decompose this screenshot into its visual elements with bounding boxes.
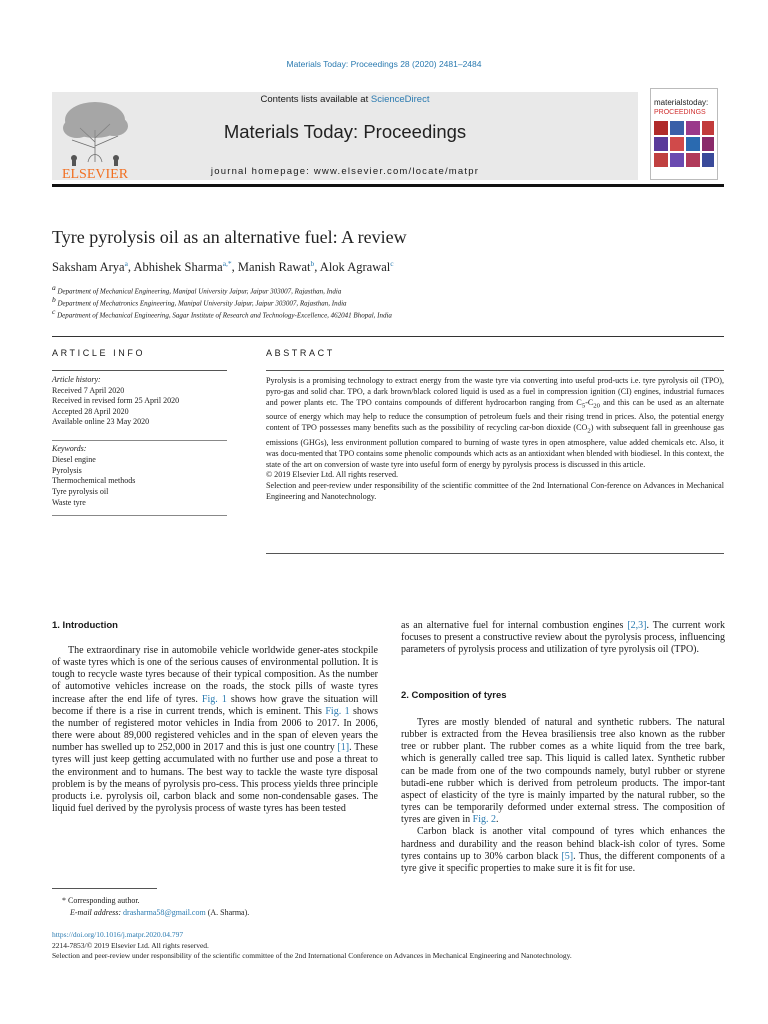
introduction-heading: 1. Introduction [52,620,118,631]
author-separator: , [314,260,320,275]
doi-link[interactable]: https://doi.org/10.1016/j.matpr.2020.04.797 [52,930,184,939]
affiliation-a: a Department of Mechanical Engineering, Manipal University Jaipur, Jaipur 303007, Rajasthan, India [52,283,342,296]
author-affiliation-marker[interactable]: a,* [222,259,232,268]
figure-1-link[interactable]: Fig. 1 [201,693,227,705]
journal-homepage[interactable]: journal homepage: www.elsevier.com/locate/matpr [210,166,480,177]
article-info-heading: ARTICLE INFO [52,348,146,358]
keywords-label: Keywords: [52,444,87,453]
author-name: Alok Agrawal [319,260,391,275]
keyword-item: Pyrolysis [52,465,82,475]
email-line: E-mail address: drasharma58@gmail.com (A. Sharma). [70,908,250,917]
author-separator: , [127,260,134,275]
affiliation-b: b Department of Mechatronics Engineering, Manipal University Jaipur, Jaipur 303007, Rajasthan, India [52,295,347,308]
keyword-item: Waste tyre [52,497,86,507]
corresponding-author-note: * Corresponding author. [62,896,140,905]
footnote [52,895,249,919]
abstract-rule [266,370,724,371]
article-history [52,375,228,428]
keywords-rule [52,440,227,441]
sciencedirect-link[interactable]: ScienceDirect [370,94,430,105]
author-name: Manish Rawat [237,260,311,275]
cover-title: materialstoday: [654,98,709,107]
author-affiliation-marker[interactable]: b [310,259,315,268]
affiliation-c: c Department of Mechanical Engineering, Sagar Institute of Research and Technology-Excellence, 462041 Bhopal, India [52,307,392,320]
composition-text: Tyres are mostly blended of natural and synthetic rubbers. The natural rubber is extracted from the Hevea brasiliensis tree also known as the rubber tree or rubber plant. The rubber comes as a white liquid from the tree bark, which is generally called tree sap. This liquid is called latex. Synthetic rubber can be made from one of the two compounds namely, butyl rubber or styrene butadi-ene rubber which is derived from petroleum products. The impor-tant aspect of elasticity of the tyre is mainly imparted by the natural rubber, so the tyres can be temporarily deformed under external stress. The composition of tyres are given in Fig. 2. Carbon black is another vital compound of tyres which enhances the hardness and durability and the reason behind black-ish color of tyres. Some tyres contains up to 30% carbon black [5]. Thus, the different components of a tyre give it specific properties to make sure it is fit for use. [401,717,725,874]
figure-2-link[interactable]: Fig. 2 [472,814,496,826]
contents-prefix: Contents lists available at [260,94,369,105]
header-rule [52,184,724,187]
introduction-continued: as an alternative fuel for internal combustion engines [2,3]. The current work focuses to present a constructive review about the pyrolysis process, influencing parameters of pyrolysis process and utilization of tyre pyrolysis oil (TPO). [401,620,726,656]
page-footer [52,930,742,962]
abstract-paragraph: Pyrolysis is a promising technology to extract energy from the waste tyre via converting into useful prod-ucts i.e. tyre pyrolysis oil (TPO), pyro-gas and solid char. TPO, a dark brown/black colored liquid is used as a fuel in compression ignition (CI) engines, industrial furnaces and power plants etc. The TPO contains compounds of different hydrocarbon ranging from $C_5-C_{20}$ and this can be used as an alternate source of energy which may help to reduce the consumption of petroleum fuels and their rising trend in prices. Also, the potential energy content of TPO possesses many benefits such as the possibility of recycling car-bon dioxide $(CO_2)$ with subsequent fall in greenhouse gas emissions (GHGs), less environment pollution compared to burning of waste tyres in open atmosphere, value added chemicals etc. Also, it was docu-mented that TPO contains some phenolic compounds which acts as an antioxidant when blended with biodiesel. In this context, the state of the art on conversion of waste tyre into useful form of energy by pyrolysis process is discussed in this article. [266,376,724,469]
reference-2-3-link[interactable]: [2,3] [627,620,647,631]
abstract-heading: ABSTRACT [266,348,335,358]
keywords-list [52,444,228,509]
contents-line [135,94,555,105]
author-affiliation-marker[interactable]: c [390,259,394,268]
cover-subtitle: PROCEEDINGS [654,109,706,116]
abstract-body [266,376,724,503]
author-separator: , [231,260,238,275]
author-name: Saksham Arya [52,260,125,275]
elsevier-wordmark: ELSEVIER [61,167,129,182]
history-revised: Received in revised form 25 April 2020 [52,396,180,405]
keyword-item: Diesel engine [52,454,96,464]
journal-cover-thumbnail [650,88,718,180]
history-received: Received 7 April 2020 [52,385,125,395]
introduction-text: The extraordinary rise in automobile vehicle worldwide gener-ates stockpile of waste tyres which is one of the serious causes of environmental pollution. It is tough to recycle waste tyres because of their typical composition. As the number of automotive vehicles increase on the roads, the stock pills of waste tyres increase after the end life of tyres. Fig. 1 shows how grave the situation will become if there is a rise in current trends, which is eminent. This Fig. 1 shows the number of registered motor vehicles in India from 2006 to 2017. In 2006, there were about 89,000 registered vehicles and in the span of eleven years the number has swelled up to 252,000 in 2017 and this is just one country [1]. These tyres will just keep getting accumulated with no further use and pose a threat to the environment and to humans. The best way to tackle the waste tyre disposal problem is by the means of pyrolysis pro-cess. This process yields three principle products i.e. pyrolysis oil, carbon black and some non-condensable gases. The liquid fuel derived by the pyrolysis process of waste tyres has been tested [52,645,379,815]
abstract-bottom-rule [266,553,724,554]
author-name: Abhishek Sharma [133,260,223,275]
author-affiliation-marker[interactable]: a [124,259,128,268]
journal-citation-line[interactable]: Materials Today: Proceedings 28 (2020) 2481–2484 [286,59,482,69]
email-link[interactable]: drasharma58@gmail.com [123,908,206,917]
keyword-item: Thermochemical methods [52,476,136,486]
author-list [52,259,394,275]
section-rule [52,336,724,337]
keywords-bottom-rule [52,515,227,516]
journal-title: Materials Today: Proceedings [223,121,467,142]
abstract-copyright: © 2019 Elsevier Ltd. All rights reserved. [266,470,399,480]
issn-line: 2214-7853/© 2019 Elsevier Ltd. All rights reserved. [52,940,209,950]
elsevier-tree-logo [52,92,138,182]
reference-5-link[interactable]: [5] [561,850,574,862]
footer-peer-review: Selection and peer-review under responsibility of the scientific committee of the 2nd International Conference on Advances in Mechanical Engineering and Nanotechnology. [52,951,572,960]
figure-1-link[interactable]: Fig. 1 [325,705,350,717]
history-label: Article history: [52,375,101,384]
footnote-rule [52,888,157,889]
abstract-peer-review: Selection and peer-review under responsibility of the scientific committee of the 2nd International Con-ference on Advances in Mechanical Engineering and Nanotechnology. [266,481,724,502]
keyword-item: Tyre pyrolysis oil [52,487,109,497]
article-info-rule [52,370,227,371]
history-online: Available online 23 May 2020 [52,417,150,426]
history-accepted: Accepted 28 April 2020 [52,406,129,416]
paper-title: Tyre pyrolysis oil as an alternative fuel: A review [52,227,407,247]
reference-1-link[interactable]: [1] [337,742,350,754]
composition-heading: 2. Composition of tyres [401,690,507,701]
